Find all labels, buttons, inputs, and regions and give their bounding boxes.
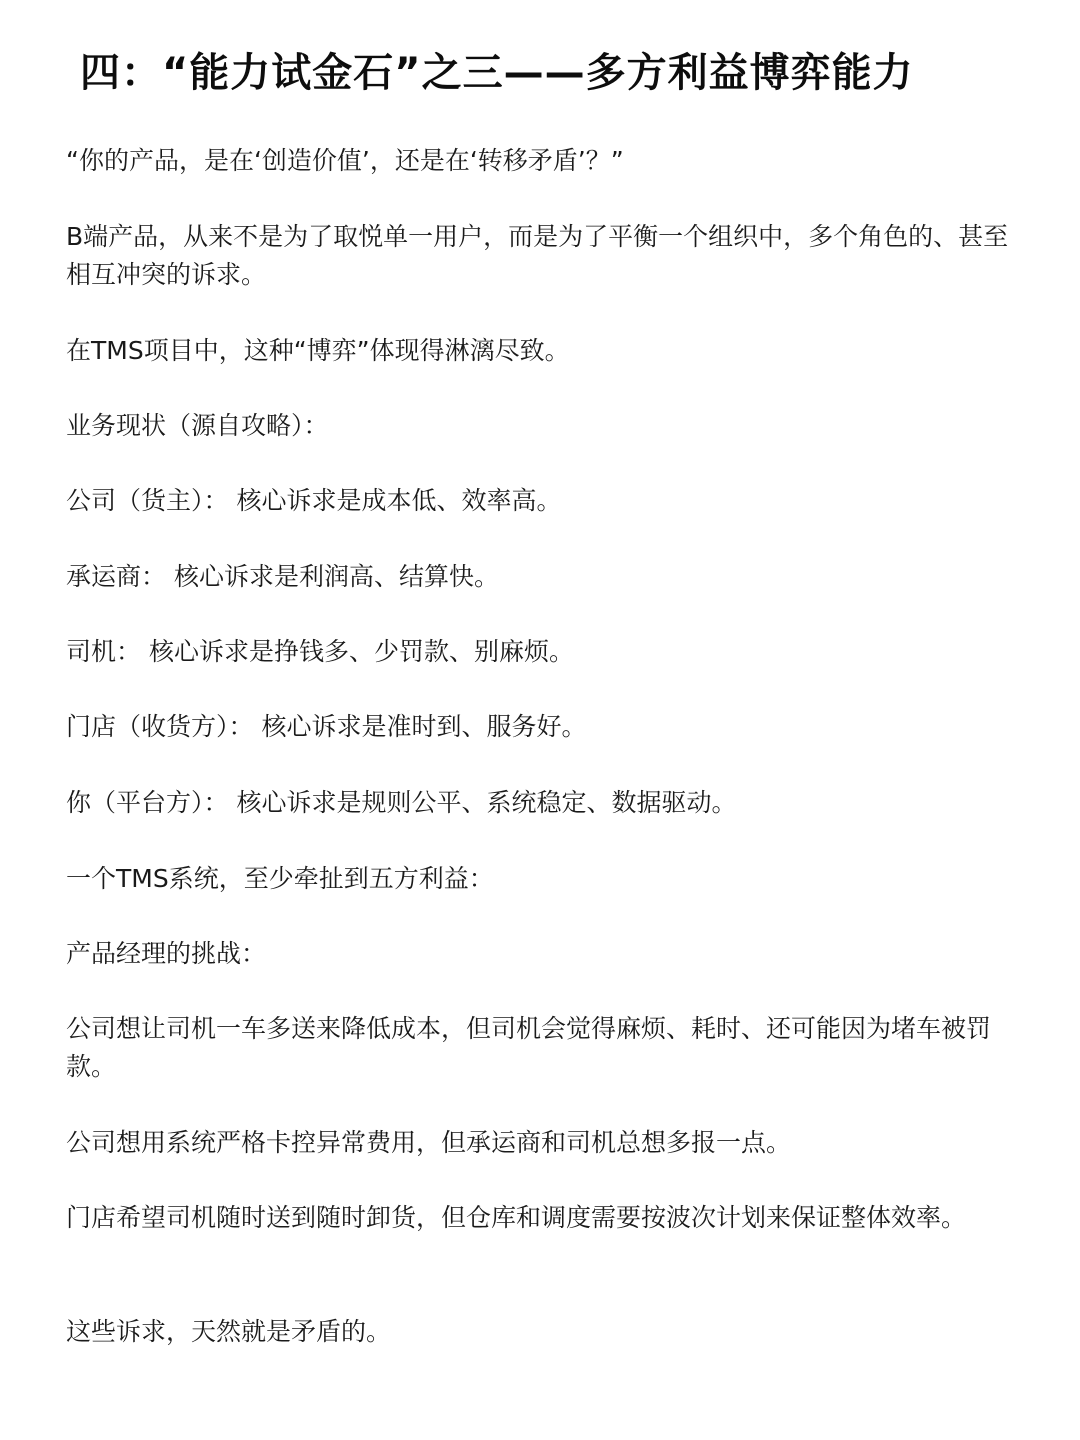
list-item-driver: 司机： 核心诉求是挣钱多、少罚款、别麻烦。 — [66, 637, 574, 666]
challenge-item-multi-drop: 公司想让司机一车多送来降低成本，但司机会觉得麻烦、耗时、还可能因为堵车被罚款。 — [66, 1014, 992, 1081]
challenge-item-expense-control: 公司想用系统严格卡控异常费用，但承运商和司机总想多报一点。 — [66, 1128, 792, 1157]
paragraph-tms-game: 在TMS项目中，这种“博弈”体现得淋漓尽致。 — [66, 336, 570, 365]
opening-quote: “你的产品，是在‘创造价值’，还是在‘转移矛盾’？” — [66, 146, 624, 175]
list-item-company: 公司（货主）： 核心诉求是成本低、效率高。 — [66, 486, 562, 515]
challenge-item-delivery-timing: 门店希望司机随时送到随时卸货，但仓库和调度需要按波次计划来保证整体效率。 — [66, 1203, 967, 1232]
paragraph-b2b-intro: B端产品，从来不是为了取悦单一用户，而是为了平衡一个组织中，多个角色的、甚至相互冲突的诉求。 — [66, 222, 1009, 289]
page-title: 四：“能力试金石”之三——多方利益博弈能力 — [80, 50, 914, 96]
section-heading-business-status: 业务现状（源自攻略）： — [66, 411, 329, 440]
list-item-platform: 你（平台方）： 核心诉求是规则公平、系统稳定、数据驱动。 — [66, 788, 737, 817]
list-item-carrier: 承运商： 核心诉求是利润高、结算快。 — [66, 562, 499, 591]
section-heading-pm-challenge: 产品经理的挑战： — [66, 939, 267, 968]
paragraph-conclusion: 这些诉求，天然就是矛盾的。 — [66, 1317, 392, 1346]
list-item-store: 门店（收货方）： 核心诉求是准时到、服务好。 — [66, 712, 587, 741]
paragraph-five-parties: 一个TMS系统，至少牵扯到五方利益： — [66, 864, 494, 893]
